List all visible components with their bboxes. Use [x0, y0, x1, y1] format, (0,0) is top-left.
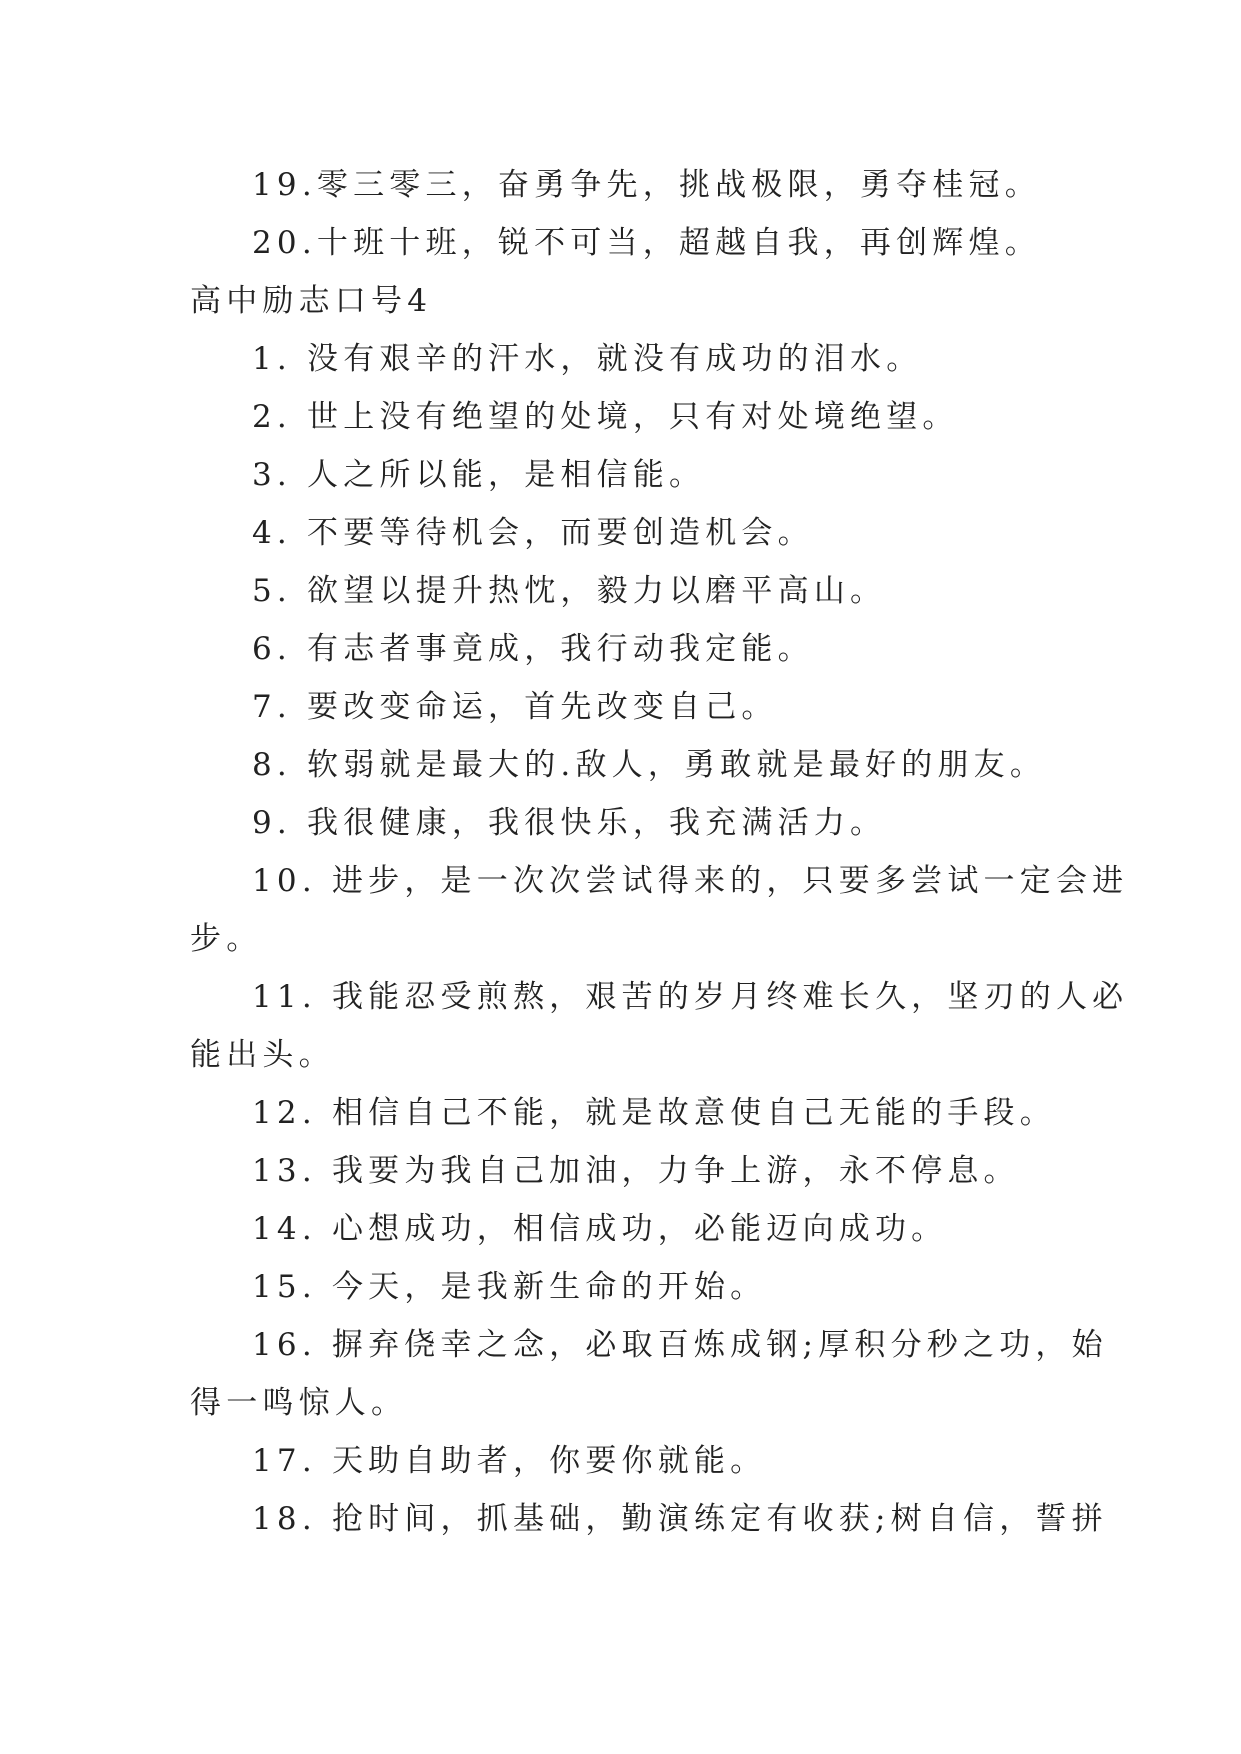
list-item: 3. 人之所以能，是相信能。	[252, 457, 706, 493]
list-item: 11. 我能忍受煎熬，艰苦的岁月终难长久，坚刃的人必	[252, 979, 1129, 1015]
list-item: 12. 相信自己不能，就是故意使自己无能的手段。	[252, 1095, 1056, 1131]
list-item: 7. 要改变命运，首先改变自己。	[252, 689, 778, 725]
list-item: 17. 天助自助者，你要你就能。	[252, 1443, 767, 1479]
list-item: 15. 今天，是我新生命的开始。	[252, 1269, 767, 1305]
list-item: 19.零三零三，奋勇争先，挑战极限，勇夺桂冠。	[252, 167, 1041, 203]
list-item: 9. 我很健康，我很快乐，我充满活力。	[252, 805, 887, 841]
list-item: 13. 我要为我自己加油，力争上游，永不停息。	[252, 1153, 1020, 1189]
list-item: 1. 没有艰辛的汗水，就没有成功的泪水。	[252, 341, 923, 377]
list-item: 4. 不要等待机会，而要创造机会。	[252, 515, 814, 551]
list-item-continuation: 步。	[190, 921, 263, 957]
list-item: 8. 软弱就是最大的.敌人，勇敢就是最好的朋友。	[252, 747, 1047, 783]
list-item: 5. 欲望以提升热忱，毅力以磨平高山。	[252, 573, 887, 609]
list-item-continuation: 能出头。	[190, 1037, 335, 1073]
list-item-continuation: 得一鸣惊人。	[190, 1385, 408, 1421]
list-item: 10. 进步，是一次次尝试得来的，只要多尝试一定会进	[252, 863, 1129, 899]
list-item: 20.十班十班，锐不可当，超越自我，再创辉煌。	[252, 225, 1041, 261]
list-item: 14. 心想成功，相信成功，必能迈向成功。	[252, 1211, 948, 1247]
list-item: 2. 世上没有绝望的处境，只有对处境绝望。	[252, 399, 959, 435]
section-title: 高中励志口号4	[190, 283, 433, 319]
list-item: 18. 抢时间，抓基础，勤演练定有收获;树自信，誓拼	[252, 1501, 1108, 1537]
list-item: 16. 摒弃侥幸之念，必取百炼成钢;厚积分秒之功，始	[252, 1327, 1108, 1363]
list-item: 6. 有志者事竟成，我行动我定能。	[252, 631, 814, 667]
